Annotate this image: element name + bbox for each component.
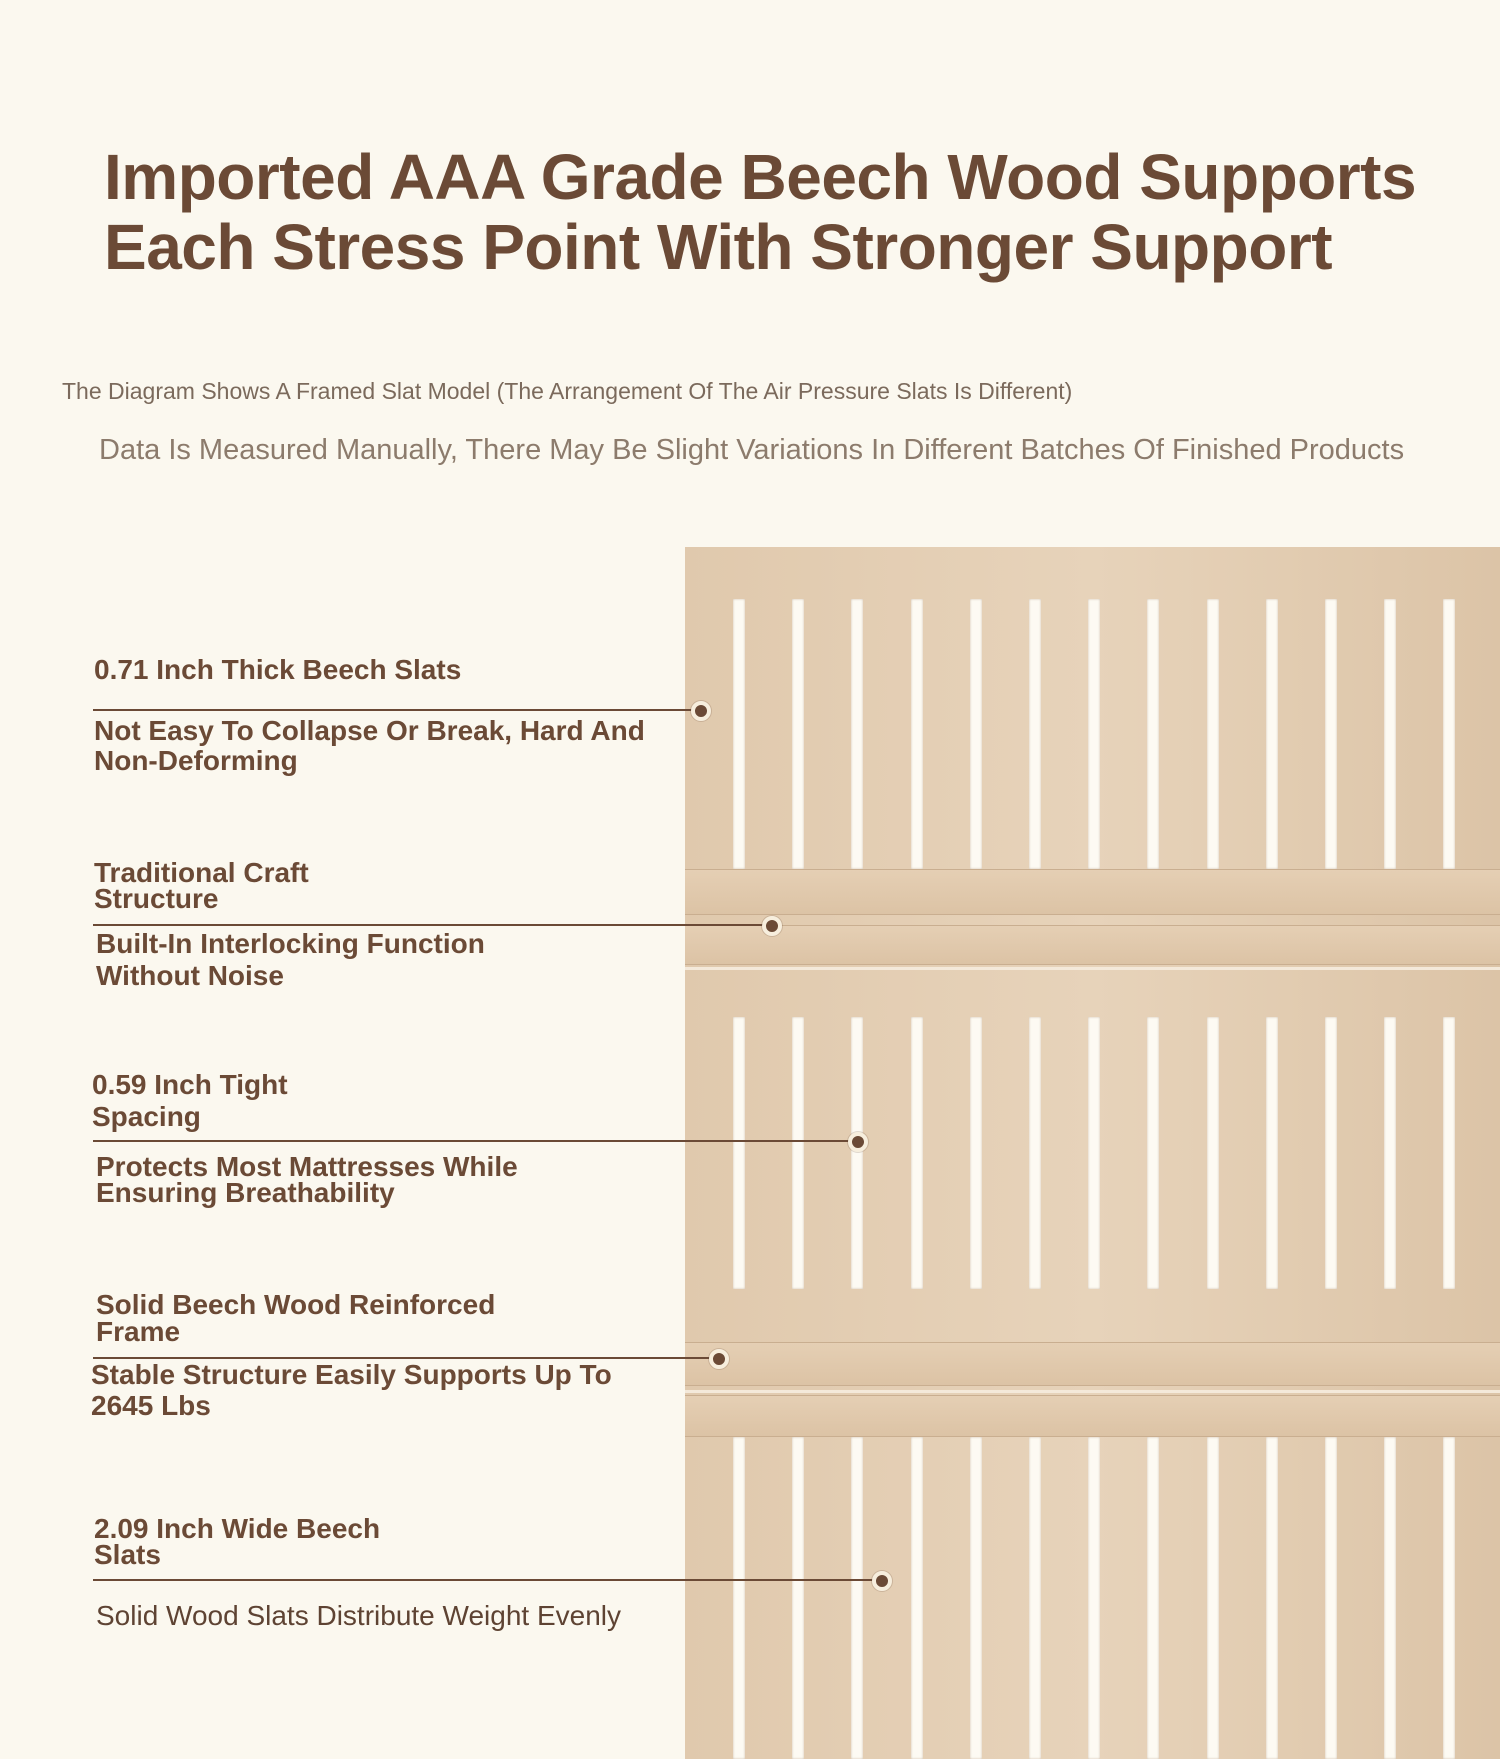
- slat-gap: [911, 1437, 923, 1759]
- slat-gap: [1325, 1437, 1337, 1759]
- slat-gap: [1384, 1437, 1396, 1759]
- slat-frame-image: [685, 547, 1500, 1759]
- callout-leader-line: [93, 1140, 857, 1142]
- callout-description: Ensuring Breathability: [96, 1177, 395, 1208]
- slat-gap: [1266, 1437, 1278, 1759]
- frame-rail-lower-2: [685, 1395, 1500, 1437]
- slat-gap: [733, 599, 745, 869]
- frame-seam-lower: [685, 1390, 1500, 1393]
- slat-gap: [792, 1017, 804, 1289]
- slat-gap: [1443, 1437, 1455, 1759]
- slat-gap: [1029, 599, 1041, 869]
- slat-gap: [1443, 599, 1455, 869]
- slat-gap: [1266, 599, 1278, 869]
- slat-gap: [911, 1017, 923, 1289]
- callout-leader-line: [93, 924, 770, 926]
- slat-gap: [911, 599, 923, 869]
- frame-rail-upper: [685, 869, 1500, 915]
- callout-marker-dot: [762, 916, 782, 936]
- callout-description: Without Noise: [96, 960, 284, 991]
- page-title: [104, 142, 1484, 282]
- callout-heading: 0.71 Inch Thick Beech Slats: [94, 654, 462, 685]
- slat-gap: [1088, 1017, 1100, 1289]
- frame-rail-upper-2: [685, 925, 1500, 965]
- slat-gap: [970, 1437, 982, 1759]
- slat-gap: [1147, 599, 1159, 869]
- callout-heading: Traditional Craft: [94, 857, 309, 888]
- callout-description: Stable Structure Easily Supports Up To: [91, 1359, 612, 1390]
- measurement-note: Data Is Measured Manually, There May Be Slight Variations In Different Batches Of Finished Products: [99, 434, 1405, 466]
- callout-heading: Structure: [94, 883, 219, 914]
- slat-gap: [1325, 599, 1337, 869]
- slat-gap: [1325, 1017, 1337, 1289]
- slat-gap: [1088, 1437, 1100, 1759]
- callout-description: Built-In Interlocking Function: [96, 928, 485, 959]
- slat-gap: [792, 599, 804, 869]
- callout-description: Non-Deforming: [94, 745, 298, 776]
- slat-gap: [1207, 1017, 1219, 1289]
- slat-gap: [792, 1437, 804, 1759]
- callout-leader-line: [93, 1579, 882, 1581]
- slat-gap: [851, 1017, 863, 1289]
- slat-section-bottom: [685, 1437, 1500, 1759]
- slat-gap: [970, 599, 982, 869]
- diagram-note: The Diagram Shows A Framed Slat Model (The Arrangement Of The Air Pressure Slats Is Different): [62, 378, 1073, 404]
- slat-gap: [1207, 1437, 1219, 1759]
- slat-gap: [1443, 1017, 1455, 1289]
- callout-marker-dot: [848, 1132, 868, 1152]
- title-line-1: Imported AAA Grade Beech Wood Supports: [104, 141, 1417, 213]
- slat-section-top: [685, 599, 1500, 869]
- slat-gap: [1029, 1017, 1041, 1289]
- callout-marker-dot: [872, 1571, 892, 1591]
- callout-description: Protects Most Mattresses While: [96, 1151, 518, 1182]
- slat-section-middle: [685, 1017, 1500, 1289]
- frame-seam-upper: [685, 967, 1500, 970]
- callout-heading: Slats: [94, 1539, 161, 1570]
- callout-heading: Solid Beech Wood Reinforced: [96, 1289, 496, 1320]
- callout-marker-dot: [709, 1349, 729, 1369]
- slat-gap: [851, 599, 863, 869]
- callout-heading: 0.59 Inch Tight: [92, 1069, 288, 1100]
- slat-gap: [1384, 1017, 1396, 1289]
- callout-heading: Frame: [96, 1316, 181, 1347]
- slat-gap: [851, 1437, 863, 1759]
- slat-gap: [1266, 1017, 1278, 1289]
- slat-gap: [1384, 599, 1396, 869]
- slat-gap: [1147, 1017, 1159, 1289]
- slat-gap: [970, 1017, 982, 1289]
- frame-rail-lower: [685, 1342, 1500, 1386]
- slat-gap: [1147, 1437, 1159, 1759]
- callout-description: Solid Wood Slats Distribute Weight Evenly: [96, 1600, 621, 1631]
- callout-marker-dot: [691, 701, 711, 721]
- callout-description: 2645 Lbs: [91, 1390, 211, 1421]
- slat-gap: [1088, 599, 1100, 869]
- callout-leader-line: [93, 709, 697, 711]
- callout-heading: Spacing: [92, 1101, 201, 1132]
- callout-heading: 2.09 Inch Wide Beech: [94, 1513, 381, 1544]
- slat-gap: [1207, 599, 1219, 869]
- slat-gap: [733, 1017, 745, 1289]
- slat-gap: [733, 1437, 745, 1759]
- title-line-2: Each Stress Point With Stronger Support: [104, 211, 1333, 283]
- slat-gap: [1029, 1437, 1041, 1759]
- callout-description: Not Easy To Collapse Or Break, Hard And: [94, 715, 645, 746]
